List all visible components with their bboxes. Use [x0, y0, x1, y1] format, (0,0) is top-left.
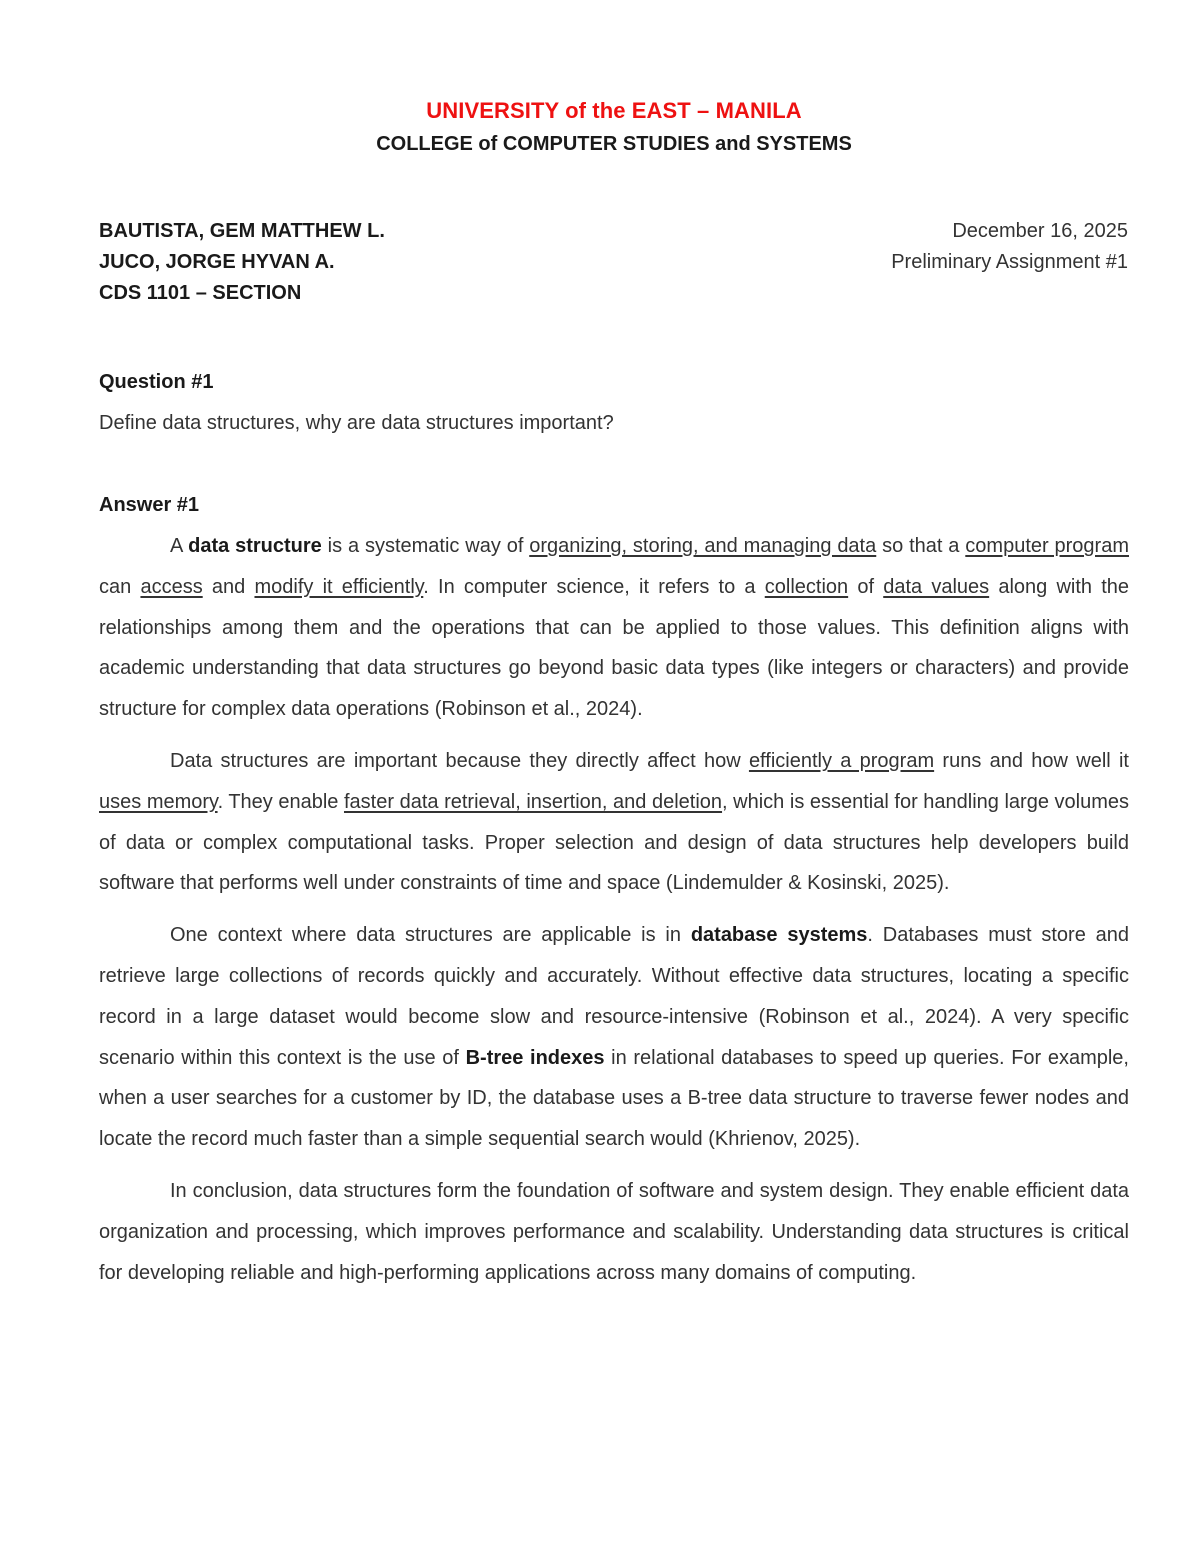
text-run: . Databases must store and retrieve large collections of records quickly and accurately. Without effective data structures, locating a specific record in a large dataset would become slow and resource-intensive (Robinson et al., 2024). A very specific scenario within this context is the use of: [99, 924, 1130, 1069]
text-run: is a systematic way of: [321, 535, 530, 557]
bold-term: data structure: [188, 535, 322, 557]
text-run: along with the relationships among them and the operations that can be applied to those values. This definition aligns with academic understanding that data structures go beyond basic data types (like integers or characters) and provide structure for complex data operations (Robinson et al., 2024).: [99, 575, 1130, 721]
date-block: [891, 216, 1128, 278]
text-run: , which is essential for handling large volumes of data or complex computational tasks. Proper selection and design of data structures help developers build software that performs well under constraints of time and space (Lindemulder & Kosinski, 2025).: [99, 790, 1130, 895]
text-run: can: [99, 575, 141, 598]
text-run: Data structures are important because they directly affect how: [170, 749, 749, 772]
text-run: One context where data structures are applicable is in: [170, 924, 691, 947]
answer-heading: Answer #1: [99, 494, 200, 516]
text-run: of: [848, 575, 884, 598]
author-name-1: BAUTISTA, GEM MATTHEW L.: [99, 220, 385, 242]
underlined-phrase: modify it efficiently: [254, 575, 424, 598]
document-date: December 16, 2025: [952, 220, 1128, 242]
underlined-phrase: computer program: [965, 535, 1129, 557]
text-run: . In computer science, it refers to a: [423, 575, 765, 598]
text-run: in relational databases to speed up queries. For example, when a user searches for a customer by ID, the database uses a B-tree data structure to traverse fewer nodes and locate the record much faster than a simple sequential search would (Khrienov, 2025).: [99, 1046, 1129, 1151]
underlined-phrase: access: [140, 575, 203, 598]
underlined-phrase: faster data retrieval, insertion, and deletion: [343, 790, 723, 813]
college-title: COLLEGE of COMPUTER STUDIES and SYSTEMS: [376, 133, 852, 155]
author-name-2: JUCO, JORGE HYVAN A.: [99, 251, 335, 273]
question-heading: Question #1: [99, 371, 214, 393]
answer-paragraph-2: [99, 741, 1129, 904]
text-run: In conclusion, data structures form the foundation of software and system design. They enable efficient data organization and processing, which improves performance and scalability. Understanding data structures is critical for developing reliable and high-performing applications across many domains of computing.: [99, 1179, 1129, 1284]
underlined-phrase: organizing, storing, and managing data: [529, 535, 877, 557]
underlined-phrase: uses memory: [99, 790, 218, 813]
answer-paragraph-3: [99, 915, 1129, 1160]
author-block: [99, 216, 385, 309]
assignment-title: Preliminary Assignment #1: [891, 251, 1128, 273]
question-text: Define data structures, why are data structures important?: [99, 412, 614, 434]
text-run: runs and how well it: [934, 749, 1129, 772]
text-run: A: [170, 535, 189, 557]
bold-term: B-tree indexes: [465, 1046, 605, 1069]
course-section: CDS 1101 – SECTION: [99, 282, 302, 304]
underlined-phrase: data values: [883, 575, 990, 598]
underlined-phrase: collection: [764, 575, 849, 598]
underlined-phrase: efficiently a program: [748, 749, 935, 772]
university-title: UNIVERSITY of the EAST – MANILA: [426, 98, 802, 123]
text-run: so that a: [876, 535, 966, 557]
text-run: and: [202, 575, 255, 598]
bold-term: database systems: [690, 924, 868, 947]
text-run: . They enable: [217, 790, 344, 813]
answer-paragraph-4: [99, 1171, 1129, 1293]
answer-body: [99, 526, 1129, 1304]
answer-paragraph-1: [99, 526, 1129, 730]
